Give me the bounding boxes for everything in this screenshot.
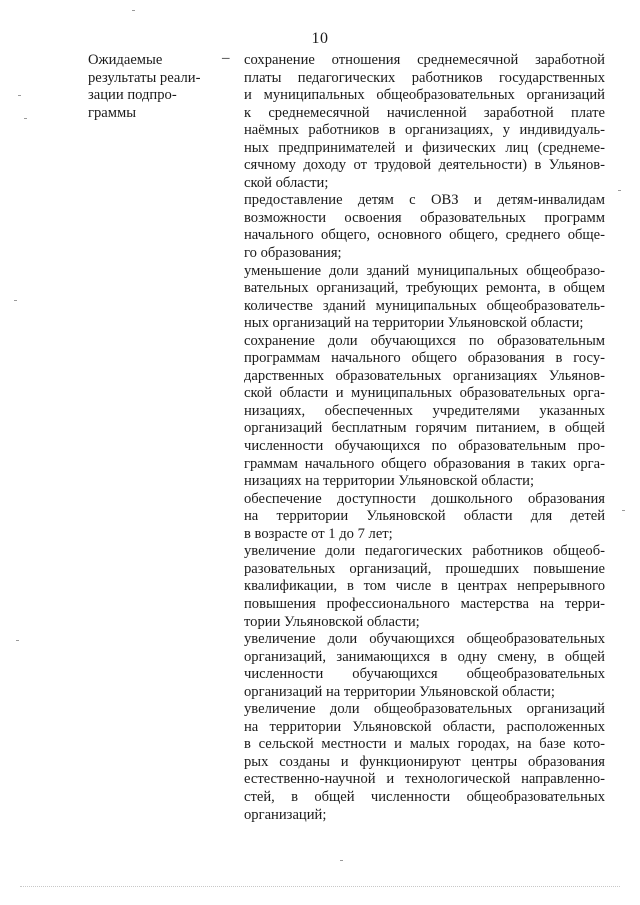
text-line: разовательных организаций, прошедших повышение: [244, 560, 605, 577]
text-line: в сельской местности и малых городах, на базе кото-: [244, 736, 605, 753]
text-line: обеспечение доступности дошкольного образования: [244, 490, 605, 507]
text-line: наёмных работников в организациях, у индивидуаль-: [244, 122, 605, 139]
row-label-line: граммы: [88, 104, 137, 121]
result-item: [244, 701, 605, 824]
scan-speck: [622, 510, 625, 511]
text-line: численности обучающихся по образовательным про-: [244, 438, 605, 455]
text-line: стей, в общей численности общеобразовательных: [244, 788, 605, 805]
text-line: возможности освоения образовательных программ: [244, 209, 605, 226]
text-line: к среднемесячной начисленной заработной плате: [244, 104, 605, 121]
scan-speck: [18, 95, 21, 96]
text-line: на территории Ульяновской области, расположенных: [244, 718, 605, 735]
page-number: 10: [311, 30, 329, 47]
text-line: организаций;: [244, 806, 327, 823]
text-line: увеличение доли обучающихся общеобразовательных: [244, 631, 605, 648]
text-line: платы педагогических работников государственных: [244, 69, 605, 86]
text-line: ской области и муниципальных образовательных орга-: [244, 385, 605, 402]
text-line: ных организаций на территории Ульяновской области;: [244, 315, 584, 332]
text-line: организаций на территории Ульяновской области;: [244, 683, 555, 700]
text-line: количестве зданий муниципальных общеобразователь-: [244, 297, 605, 314]
text-line: рых созданы и функционируют центры образования: [244, 753, 605, 770]
text-line: ской области;: [244, 174, 329, 191]
text-line: граммам начального общего образования в таких орга-: [244, 455, 605, 472]
scan-speck: [340, 860, 343, 861]
text-line: на территории Ульяновской области для детей: [244, 508, 605, 525]
text-line: увеличение доли общеобразовательных организаций: [244, 701, 605, 718]
text-line: низациях, обеспеченных учредителями указанных: [244, 402, 605, 419]
scan-speck: [132, 10, 135, 11]
text-line: дарственных образовательных организациях Ульянов-: [244, 367, 605, 384]
text-line: в возрасте от 1 до 7 лет;: [244, 525, 393, 542]
row-label-line: Ожидаемые: [88, 52, 163, 68]
text-line: тории Ульяновской области;: [244, 613, 420, 630]
text-line: сохранение доли обучающихся по образовательным: [244, 332, 605, 349]
result-item: [244, 52, 605, 192]
text-line: сячному доходу от трудовой деятельности) в Ульянов-: [244, 157, 605, 174]
result-item: [244, 263, 605, 333]
text-line: программам начального общего образования в госу-: [244, 350, 605, 367]
result-item: [244, 543, 605, 631]
scan-speck: [24, 118, 27, 119]
text-line: численности обучающихся общеобразовательных: [244, 666, 605, 683]
result-item: [244, 631, 605, 701]
text-line: естественно-научной и технологической направленно-: [244, 771, 605, 788]
scan-speck: [16, 640, 19, 641]
text-line: и муниципальных общеобразовательных организаций: [244, 87, 605, 104]
text-line: низациях на территории Ульяновской области;: [244, 473, 535, 490]
text-line: квалификации, в том числе в центрах непрерывного: [244, 578, 605, 595]
text-line: повышения профессионального мастерства на терри-: [244, 595, 605, 612]
text-line: уменьшение доли зданий муниципальных общеобразо-: [244, 262, 605, 279]
text-line: организаций, занимающихся в одну смену, в общей: [244, 648, 605, 665]
text-line: увеличение доли педагогических работников общеоб-: [244, 543, 605, 560]
result-item: [244, 192, 605, 262]
scan-edge-noise: [20, 886, 620, 888]
row-label-line: зации подпро-: [88, 87, 177, 104]
row-label-line: результаты реали-: [88, 69, 201, 86]
row-label: [88, 52, 218, 122]
scan-speck: [14, 300, 17, 301]
expected-results-text: [244, 52, 605, 824]
result-item: [244, 491, 605, 544]
text-line: сохранение отношения среднемесячной заработной: [244, 52, 605, 68]
text-line: организаций бесплатным горячим питанием, в общей: [244, 420, 605, 437]
text-line: предоставление детям с ОВЗ и детям-инвалидам: [244, 192, 605, 209]
scan-speck: [618, 190, 621, 191]
separator-dash: –: [222, 50, 230, 66]
result-item: [244, 333, 605, 491]
text-line: ных предпринимателей и физических лиц (среднеме-: [244, 139, 605, 156]
text-line: начального общего, основного общего, среднего обще-: [244, 227, 605, 244]
text-line: вательных организаций, требующих ремонта, в общем: [244, 280, 605, 297]
text-line: го образования;: [244, 245, 342, 262]
